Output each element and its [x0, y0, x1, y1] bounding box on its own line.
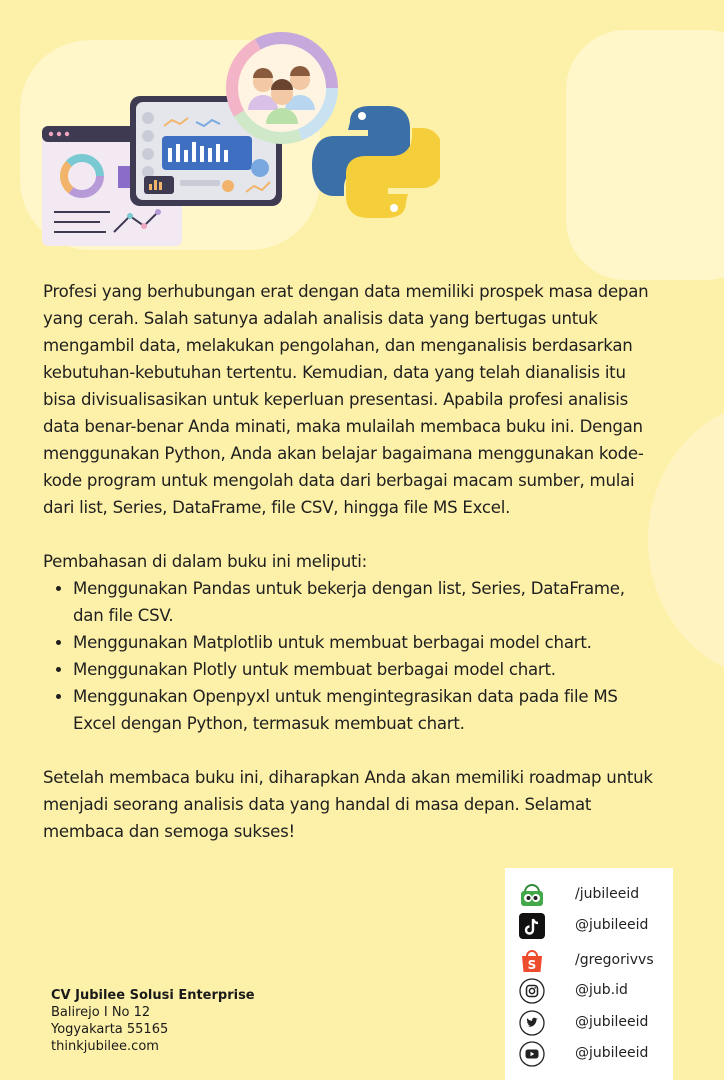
publisher-website[interactable]: thinkjubilee.com [51, 1039, 159, 1054]
publisher-street: Balirejo I No 12 [51, 1005, 151, 1020]
social-handle: @jubileeid [575, 917, 649, 933]
topics-list [43, 575, 653, 737]
instagram-icon [519, 978, 545, 1004]
social-row-tokopedia[interactable] [505, 880, 673, 910]
topic-item: • Menggunakan Matplotlib untuk membuat berbagai model chart. [73, 629, 653, 656]
social-row-youtube[interactable] [505, 1039, 673, 1069]
social-handle: @jub.id [575, 982, 628, 998]
publisher-company: CV Jubilee Solusi Enterprise [51, 988, 255, 1003]
decorative-circle-right [648, 400, 724, 680]
topic-item: • Menggunakan Pandas untuk bekerja dengan list, Series, DataFrame, dan file CSV. [73, 575, 653, 629]
intro-paragraph: Profesi yang berhubungan erat dengan data memiliki prospek masa depan yang cerah. Salah satunya adalah analisis data yang bertugas untuk mengambil data, melakukan pengolahan, dan menganalisis berdasarkan kebutuhan-kebutuhan tertentu. Kemudian, data yang telah dianalisis itu bisa divisualisasikan untuk keperluan presentasi. Apabila profesi analisis data benar-benar Anda minati, maka mulailah membaca buku ini. Dengan menggunakan Python, Anda akan belajar bagaimana menggunakan kode-kode program untuk mengolah data dari berbagai macam sumber, mulai dari list, Series, DataFrame, file CSV, hingga file MS Excel. [43, 282, 649, 517]
data-analysis-illustration [40, 26, 440, 252]
team-ring-icon [232, 38, 332, 138]
tokopedia-icon [519, 882, 545, 908]
social-media-panel [505, 868, 673, 1080]
social-handle: @jubileeid [575, 1014, 649, 1030]
social-row-twitter[interactable] [505, 1008, 673, 1038]
social-handle: /gregorivvs [575, 952, 654, 968]
social-handle: /jubileeid [575, 886, 640, 902]
shopee-icon [519, 948, 545, 974]
python-logo-icon [312, 106, 440, 218]
topics-heading: Pembahasan di dalam buku ini meliputi: [43, 552, 367, 571]
closing-paragraph: Setelah membaca buku ini, diharapkan Anda akan memiliki roadmap untuk menjadi seorang analisis data yang handal di masa depan. Selamat membaca dan semoga sukses! [43, 768, 653, 841]
topic-item: • Menggunakan Openpyxl untuk mengintegrasikan data pada file MS Excel dengan Python, termasuk membuat chart. [73, 683, 653, 737]
decorative-blob-right [566, 30, 724, 280]
publisher-address [51, 987, 255, 1055]
youtube-icon [519, 1041, 545, 1067]
topic-item: • Menggunakan Plotly untuk membuat berbagai model chart. [73, 656, 653, 683]
social-handle: @jubileeid [575, 1045, 649, 1061]
social-row-instagram[interactable] [505, 976, 673, 1006]
book-description [43, 278, 653, 845]
svg-text:S: S [527, 958, 537, 972]
publisher-city: Yogyakarta 55165 [51, 1022, 169, 1037]
tiktok-icon [519, 913, 545, 939]
twitter-icon [519, 1010, 545, 1036]
social-row-shopee[interactable] [505, 946, 673, 976]
social-row-tiktok[interactable] [505, 911, 673, 941]
